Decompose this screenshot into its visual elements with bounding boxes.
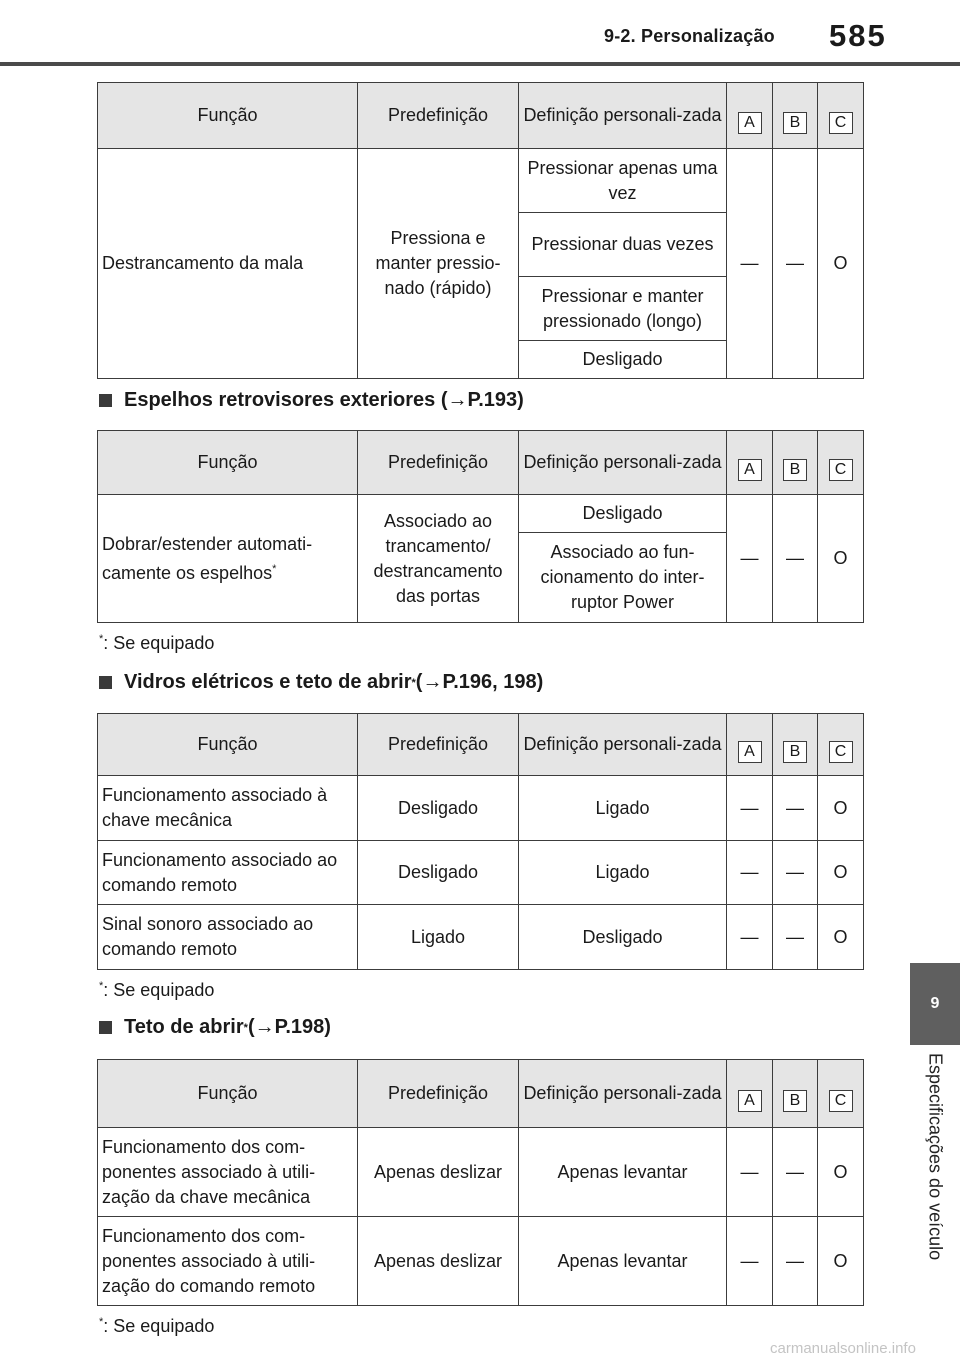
col-c bbox=[818, 431, 864, 495]
footnote-mark: * bbox=[411, 676, 416, 689]
sunroof-title: Teto de abrir bbox=[124, 1016, 244, 1038]
cell-b: — bbox=[773, 1128, 818, 1217]
cell-predefinicao: Apenas deslizar bbox=[358, 1217, 519, 1306]
table-row bbox=[98, 149, 864, 213]
col-predefinicao: Predefinição bbox=[358, 431, 519, 495]
col-a bbox=[727, 83, 773, 149]
page-number: 585 bbox=[829, 18, 887, 53]
cell-b: — bbox=[773, 1217, 818, 1306]
col-a bbox=[727, 1060, 773, 1128]
table-row bbox=[98, 841, 864, 905]
col-b-badge: B bbox=[783, 459, 807, 481]
windows-heading bbox=[99, 671, 543, 694]
cell-b: — bbox=[773, 149, 818, 379]
col-a-badge: A bbox=[738, 459, 762, 481]
footnote-mark: * bbox=[99, 1316, 104, 1328]
cell-definicao: Ligado bbox=[519, 841, 727, 905]
cell-a: — bbox=[727, 149, 773, 379]
col-b bbox=[773, 431, 818, 495]
cell-funcao: Funcionamento dos com-ponentes associado à utili-zação do comando remoto bbox=[98, 1217, 358, 1306]
cell-predefinicao: Associado ao trancamento/ destrancamento das portas bbox=[358, 495, 519, 623]
col-a-badge: A bbox=[738, 1090, 762, 1112]
col-b-badge: B bbox=[783, 1090, 807, 1112]
col-predefinicao: Predefinição bbox=[358, 714, 519, 776]
footnote-mark: * bbox=[272, 562, 277, 575]
cell-a: — bbox=[727, 1128, 773, 1217]
sunroof-table bbox=[97, 1059, 864, 1306]
table-row bbox=[98, 495, 864, 533]
col-c bbox=[818, 83, 864, 149]
chapter-tab bbox=[910, 963, 960, 1045]
table-header-row bbox=[98, 83, 864, 149]
col-a bbox=[727, 431, 773, 495]
cell-c: O bbox=[818, 905, 864, 970]
cell-definicao: Apenas levantar bbox=[519, 1217, 727, 1306]
chapter-title: Especificações do veículo bbox=[925, 1053, 946, 1261]
footnote bbox=[99, 1316, 214, 1337]
col-b-badge: B bbox=[783, 112, 807, 134]
footnote-text: : Se equipado bbox=[103, 1316, 215, 1336]
cell-funcao-text: Dobrar/estender automati-camente os espelhos bbox=[102, 533, 313, 583]
cell-predefinicao: Ligado bbox=[358, 905, 519, 970]
col-definicao: Definição personali-zada bbox=[519, 1060, 727, 1128]
cell-definicao: Apenas levantar bbox=[519, 1128, 727, 1217]
cell-a: — bbox=[727, 905, 773, 970]
cell-option: Pressionar apenas uma vez bbox=[519, 149, 727, 213]
footnote bbox=[99, 980, 214, 1001]
col-funcao: Função bbox=[98, 1060, 358, 1128]
col-a-badge: A bbox=[738, 112, 762, 134]
mirrors-heading bbox=[99, 389, 524, 412]
col-c bbox=[818, 714, 864, 776]
col-funcao: Função bbox=[98, 714, 358, 776]
cell-predefinicao: Pressiona e manter pressio-nado (rápido) bbox=[358, 149, 519, 379]
section-title: 9-2. Personalização bbox=[604, 26, 775, 46]
square-bullet-icon bbox=[99, 1021, 112, 1034]
sunroof-ref: (→P.198) bbox=[247, 1016, 331, 1038]
footnote-mark: * bbox=[99, 633, 104, 645]
chapter-number: 9 bbox=[930, 995, 940, 1012]
square-bullet-icon bbox=[99, 394, 112, 407]
cell-funcao: Destrancamento da mala bbox=[98, 149, 358, 379]
table-row bbox=[98, 1217, 864, 1306]
cell-a: — bbox=[727, 776, 773, 841]
cell-c: O bbox=[818, 841, 864, 905]
cell-funcao: Funcionamento associado ao comando remoto bbox=[98, 841, 358, 905]
cell-funcao: Funcionamento associado à chave mecânica bbox=[98, 776, 358, 841]
header-rule bbox=[0, 62, 960, 66]
cell-option: Pressionar duas vezes bbox=[519, 213, 727, 277]
cell-b: — bbox=[773, 905, 818, 970]
col-definicao: Definição personali-zada bbox=[519, 714, 727, 776]
watermark[interactable]: carmanualsonline.info bbox=[770, 1340, 916, 1357]
sunroof-heading bbox=[99, 1016, 331, 1039]
cell-c: O bbox=[818, 1217, 864, 1306]
cell-predefinicao: Desligado bbox=[358, 841, 519, 905]
cell-c: O bbox=[818, 495, 864, 623]
cell-a: — bbox=[727, 841, 773, 905]
col-c-badge: C bbox=[829, 459, 853, 481]
footnote bbox=[99, 633, 214, 654]
col-funcao: Função bbox=[98, 431, 358, 495]
table-header-row bbox=[98, 714, 864, 776]
cell-definicao: Ligado bbox=[519, 776, 727, 841]
col-predefinicao: Predefinição bbox=[358, 1060, 519, 1128]
col-definicao: Definição personali-zada bbox=[519, 431, 727, 495]
cell-funcao bbox=[98, 495, 358, 623]
mirrors-title: Espelhos retrovisores exteriores (→P.193) bbox=[124, 389, 524, 411]
footnote-text: : Se equipado bbox=[103, 980, 215, 1000]
mirrors-table bbox=[97, 430, 864, 623]
cell-option: Associado ao fun-cionamento do inter-ruptor Power bbox=[519, 533, 727, 623]
cell-option: Desligado bbox=[519, 495, 727, 533]
table-header-row bbox=[98, 431, 864, 495]
footnote-text: : Se equipado bbox=[103, 633, 215, 653]
windows-ref: (→P.196, 198) bbox=[415, 671, 544, 693]
table-row bbox=[98, 905, 864, 970]
cell-predefinicao: Desligado bbox=[358, 776, 519, 841]
windows-table bbox=[97, 713, 864, 970]
col-predefinicao: Predefinição bbox=[358, 83, 519, 149]
table-row bbox=[98, 776, 864, 841]
cell-c: O bbox=[818, 1128, 864, 1217]
cell-b: — bbox=[773, 495, 818, 623]
cell-a: — bbox=[727, 495, 773, 623]
table-row bbox=[98, 1128, 864, 1217]
square-bullet-icon bbox=[99, 676, 112, 689]
cell-funcao: Funcionamento dos com-ponentes associado à utili-zação da chave mecânica bbox=[98, 1128, 358, 1217]
footnote-mark: * bbox=[243, 1021, 248, 1034]
windows-title: Vidros elétricos e teto de abrir bbox=[124, 671, 412, 693]
cell-c: O bbox=[818, 776, 864, 841]
col-definicao: Definição personali-zada bbox=[519, 83, 727, 149]
col-c-badge: C bbox=[829, 112, 853, 134]
cell-option: Pressionar e manter pressionado (longo) bbox=[519, 277, 727, 341]
trunk-unlock-table bbox=[97, 82, 864, 379]
cell-b: — bbox=[773, 841, 818, 905]
col-funcao: Função bbox=[98, 83, 358, 149]
cell-c: O bbox=[818, 149, 864, 379]
footnote-mark: * bbox=[99, 980, 104, 992]
cell-option: Desligado bbox=[519, 341, 727, 379]
cell-funcao: Sinal sonoro associado ao comando remoto bbox=[98, 905, 358, 970]
cell-a: — bbox=[727, 1217, 773, 1306]
col-c-badge: C bbox=[829, 741, 853, 763]
col-b-badge: B bbox=[783, 741, 807, 763]
cell-definicao: Desligado bbox=[519, 905, 727, 970]
col-b bbox=[773, 1060, 818, 1128]
col-c bbox=[818, 1060, 864, 1128]
table-header-row bbox=[98, 1060, 864, 1128]
col-b bbox=[773, 83, 818, 149]
col-a bbox=[727, 714, 773, 776]
cell-predefinicao: Apenas deslizar bbox=[358, 1128, 519, 1217]
col-a-badge: A bbox=[738, 741, 762, 763]
col-b bbox=[773, 714, 818, 776]
cell-b: — bbox=[773, 776, 818, 841]
col-c-badge: C bbox=[829, 1090, 853, 1112]
